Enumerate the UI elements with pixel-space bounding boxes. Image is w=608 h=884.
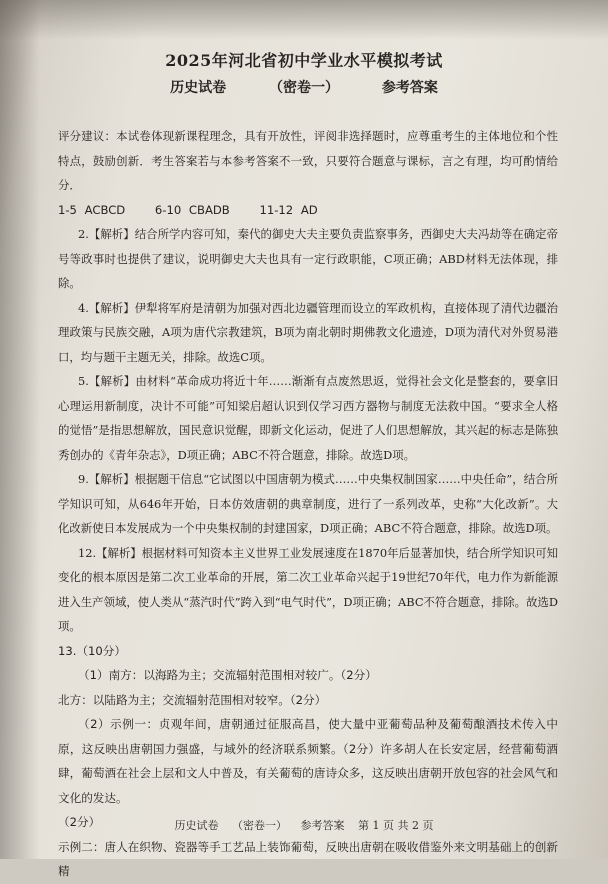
q13-part2-example1: （2）示例一：贞观年间，唐朝通过征服高昌，使大量中亚葡萄品种及葡萄酿酒技术传入中原，这反映出唐朝国力强盛，与域外的经济联系频繁。（2分）许多胡人在长安定居，经营葡萄酒肆，葡萄酒在社会上层和文人中普及，有关葡萄的唐诗众多，这反映出唐朝开放包容的社会风气和文化的发达。 [58, 717, 558, 805]
analysis-q12: 12.【解析】根据材料可知资本主义世界工业发展速度在1870年后显著加快，结合所学知识可知变化的根本原因是第二次工业革命的开展，第二次工业革命兴起于19世纪70年代，电力作为新能源进入生产领域，使人类从“蒸汽时代”跨入到“电气时代”，D项正确；ABC不符合题意，排除。故选D项。 [58, 545, 558, 633]
analysis-q4: 4.【解析】伊犁将军府是清朝为加强对西北边疆管理而设立的军政机构，直接体现了清代边疆治理政策与民族交融，A项为唐代宗教建筑，B项为南北朝时期佛教文化遗迹，D项为清代对外贸易港口，均与题干主题无关，排除。故选C项。 [58, 300, 558, 364]
multiple-choice-answers [58, 198, 558, 223]
exam-subtitle [0, 77, 608, 97]
analysis-q2: 2.【解析】结合所学内容可知，秦代的御史大夫主要负责监察事务，西御史大夫冯劫等在确定帝号等政事时也提供了建议，说明御史大夫也具有一定行政职能，C项正确；ABD材料无法体现，排除。 [58, 227, 558, 290]
answer-body [58, 124, 558, 884]
paper-label: （密卷一） [269, 80, 339, 96]
page-footer [0, 817, 608, 833]
footer-subject: 历史试卷 [174, 819, 219, 832]
evaluation-paragraph: 评分建议：本试卷体现新课程理念，具有开放性，评阅非选择题时，应尊重考生的主体地位和个性特点，鼓励创新．考生答案若与本参考答案不一致，只要符合题意与课标，言之有理，均可酌情给分． [58, 129, 558, 192]
answers-6-10: 6-10 CBADB [154, 202, 230, 217]
answers-1-5: 1-5 ACBCD [58, 202, 126, 217]
subject-label: 历史试卷 [170, 80, 227, 96]
footer-doc-type: 参考答案 [300, 819, 345, 832]
doc-type-label: 参考答案 [381, 80, 438, 96]
analysis-q5: 5.【解析】由材料“革命成功将近十年……渐渐有点废然思返，觉得社会文化是整套的，要拿旧心理运用新制度，决计不可能”可知梁启超认识到仅学习西方器物与制度无法救中国。“要求全人格的觉悟”是指思想解放，国民意识觉醒，即新文化运动，促进了人们思想解放，其兴起的标志是陈独秀创办的《青年杂志》，D项正确；ABC不符合题意，排除。故选D项。 [58, 374, 558, 462]
analysis-q9: 9.【解析】根据题干信息“它试图以中国唐朝为模式……中央集权制国家……中央任命”，结合所学知识可知，从646年开始，日本仿效唐朝的典章制度，进行了一系列改革，史称“大化改新”。大化改新使日本发展成为一个中央集权制的封建国家，D项正确；ABC不符合题意，排除。故选D项。 [58, 472, 558, 535]
q13-part1-south: （1）南方：以海路为主；交流辐射范围相对较广。（2分） [78, 668, 377, 682]
answers-11-12: 11-12 AD [259, 202, 318, 217]
q13-part1-north: 北方：以陆路为主；交流辐射范围相对较窄。（2分） [58, 692, 327, 707]
q13-part2-example2: 示例二：唐人在织物、瓷器等手工艺品上装饰葡萄，反映出唐朝在吸收借鉴外来文明基础上的创新精 [58, 839, 558, 878]
q13-part2-score: （2分） [58, 815, 101, 829]
footer-paper: （密卷一） [232, 819, 287, 832]
footer-page-number: 第 1 页 共 2 页 [358, 819, 434, 832]
exam-title: 2025年河北省初中学业水平模拟考试 [165, 51, 443, 70]
q13-heading: 13.（10分） [58, 643, 126, 658]
